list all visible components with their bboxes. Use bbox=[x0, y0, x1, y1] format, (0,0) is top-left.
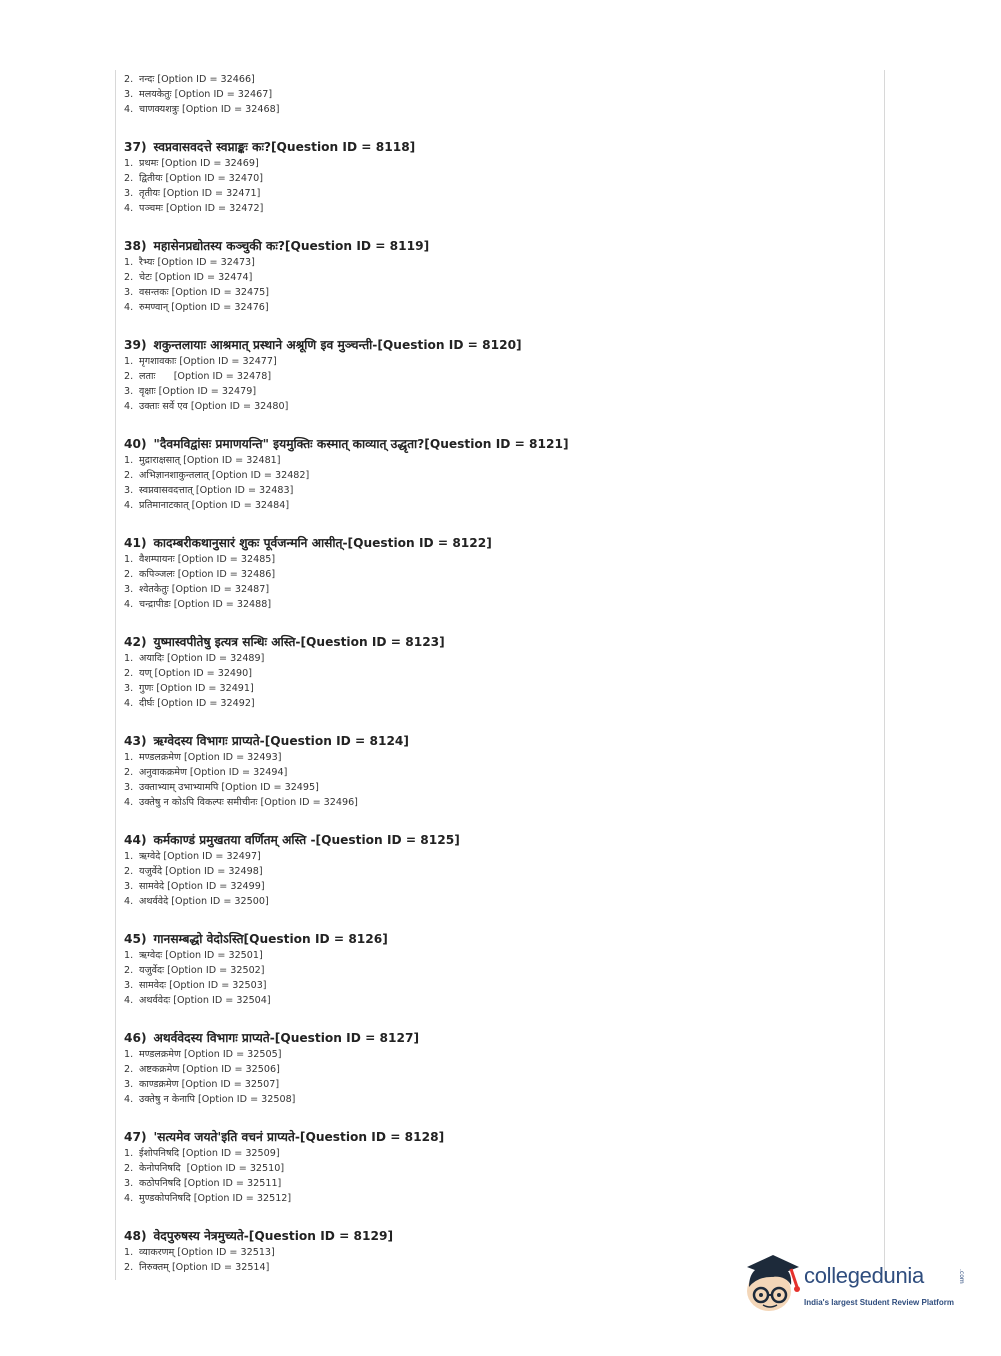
option: 4. रुमण्वान् [Option ID = 32476] bbox=[124, 302, 269, 313]
option: 3. वसन्तकः [Option ID = 32475] bbox=[124, 287, 270, 298]
logo-name: collegedunia bbox=[804, 1263, 924, 1288]
question-title: 42) युष्मास्वपीतेषु इत्यत्र सन्धिः अस्ति-[Question ID = 8123] bbox=[124, 635, 445, 649]
option: 4. उक्ताः सर्वे एव [Option ID = 32480] bbox=[124, 401, 289, 412]
mascot-icon bbox=[741, 1247, 803, 1317]
option: 2. यजुर्वेदः [Option ID = 32502] bbox=[124, 965, 265, 976]
option: 1. मुद्राराक्षसात् [Option ID = 32481] bbox=[124, 455, 281, 466]
question-41 bbox=[124, 535, 874, 612]
option: 3. सामवेदे [Option ID = 32499] bbox=[124, 881, 265, 892]
option: 4. अथर्ववेदः [Option ID = 32504] bbox=[124, 995, 271, 1006]
option: 3. मलयकेतुः [Option ID = 32467] bbox=[124, 89, 273, 100]
option: 4. प्रतिमानाटकात् [Option ID = 32484] bbox=[124, 500, 290, 511]
logo-suffix: .com bbox=[958, 1269, 965, 1284]
question-38 bbox=[124, 238, 874, 315]
option: 4. चन्द्रापीडः [Option ID = 32488] bbox=[124, 599, 272, 610]
question-47 bbox=[124, 1129, 874, 1206]
option: 1. ऋग्वेदः [Option ID = 32501] bbox=[124, 950, 263, 961]
option: 2. यण् [Option ID = 32490] bbox=[124, 668, 252, 679]
option: 4. दीर्घः [Option ID = 32492] bbox=[124, 698, 255, 709]
option: 4. चाणक्यशत्रुः [Option ID = 32468] bbox=[124, 104, 280, 115]
question-43 bbox=[124, 733, 874, 810]
option: 3. श्वेतकेतुः [Option ID = 32487] bbox=[124, 584, 270, 595]
question-title: 45) गानसम्बद्धो वेदोऽस्ति[Question ID = 8126] bbox=[124, 932, 388, 946]
option: 2. केनोपनिषदि [Option ID = 32510] bbox=[124, 1163, 285, 1174]
question-paper bbox=[124, 72, 874, 1275]
question-42 bbox=[124, 634, 874, 711]
option: 3. स्वप्नवासवदत्तात् [Option ID = 32483] bbox=[124, 485, 294, 496]
option: 3. कठोपनिषदि [Option ID = 32511] bbox=[124, 1178, 282, 1189]
option: 2. अभिज्ञानशाकुन्तलात् [Option ID = 32482] bbox=[124, 470, 310, 481]
option: 3. वृक्षाः [Option ID = 32479] bbox=[124, 386, 257, 397]
question-39 bbox=[124, 337, 874, 414]
collegedunia-logo[interactable] bbox=[741, 1247, 971, 1317]
question-40 bbox=[124, 436, 874, 513]
question-37 bbox=[124, 139, 874, 216]
option: 1. वैशम्पायनः [Option ID = 32485] bbox=[124, 554, 276, 565]
question-44 bbox=[124, 832, 874, 909]
question-title: 41) कादम्बरीकथानुसारं शुकः पूर्वजन्मनि आसीत्-[Question ID = 8122] bbox=[124, 536, 492, 550]
question-title: 48) वेदपुरुषस्य नेत्रमुच्यते-[Question ID = 8129] bbox=[124, 1229, 394, 1243]
option: 1. मृगशावकाः [Option ID = 32477] bbox=[124, 356, 277, 367]
option: 2. अनुवाकक्रमेण [Option ID = 32494] bbox=[124, 767, 288, 778]
question-title: 43) ऋग्वेदस्य विभागः प्राप्यते-[Question ID = 8124] bbox=[124, 734, 409, 748]
question-title: 47) 'सत्यमेव जयते'इति वचनं प्राप्यते-[Question ID = 8128] bbox=[124, 1130, 445, 1144]
page-border-right bbox=[884, 70, 885, 1280]
continued-options bbox=[124, 72, 874, 117]
question-title: 38) महासेनप्रद्योतस्य कञ्चुकी कः?[Question ID = 8119] bbox=[124, 239, 430, 253]
option: 2. द्वितीयः [Option ID = 32470] bbox=[124, 173, 263, 184]
option: 1. प्रथमः [Option ID = 32469] bbox=[124, 158, 259, 169]
option: 4. मुण्डकोपनिषदि [Option ID = 32512] bbox=[124, 1193, 292, 1204]
option: 4. अथर्ववेदे [Option ID = 32500] bbox=[124, 896, 269, 907]
option: 4. पञ्चमः [Option ID = 32472] bbox=[124, 203, 264, 214]
question-title: 39) शकुन्तलायाः आश्रमात् प्रस्थाने अश्रूणि इव मुञ्चन्ती-[Question ID = 8120] bbox=[124, 338, 522, 352]
option: 1. मण्डलक्रमेण [Option ID = 32493] bbox=[124, 752, 282, 763]
option: 1. ऋग्वेदे [Option ID = 32497] bbox=[124, 851, 261, 862]
option: 3. तृतीयः [Option ID = 32471] bbox=[124, 188, 261, 199]
question-title: 44) कर्मकाण्डं प्रमुखतया वर्णितम् अस्ति -[Question ID = 8125] bbox=[124, 833, 460, 847]
option: 4. उक्तेषु न केनापि [Option ID = 32508] bbox=[124, 1094, 296, 1105]
option: 1. अयादिः [Option ID = 32489] bbox=[124, 653, 265, 664]
option: 3. सामवेदः [Option ID = 32503] bbox=[124, 980, 267, 991]
option: 1. व्याकरणम् [Option ID = 32513] bbox=[124, 1247, 275, 1258]
option: 2. कपिञ्जलः [Option ID = 32486] bbox=[124, 569, 276, 580]
option: 3. उक्ताभ्याम् उभाभ्यामपि [Option ID = 32495] bbox=[124, 782, 319, 793]
option: 3. काण्डक्रमेण [Option ID = 32507] bbox=[124, 1079, 280, 1090]
option: 4. उक्तेषु न कोऽपि विकल्पः समीचीनः [Option ID = 32496] bbox=[124, 797, 358, 808]
page-border-left bbox=[115, 70, 116, 1280]
option: 2. निरुक्तम् [Option ID = 32514] bbox=[124, 1262, 270, 1273]
question-title: 37) स्वप्नवासवदत्ते स्वप्नाङ्कः कः?[Question ID = 8118] bbox=[124, 140, 416, 154]
option: 2. नन्दः [Option ID = 32466] bbox=[124, 74, 255, 85]
option: 2. अष्टकक्रमेण [Option ID = 32506] bbox=[124, 1064, 280, 1075]
logo-tagline: India's largest Student Review Platform bbox=[804, 1298, 954, 1307]
option: 1. रैभ्यः [Option ID = 32473] bbox=[124, 257, 255, 268]
question-title: 46) अथर्ववेदस्य विभागः प्राप्यते-[Question ID = 8127] bbox=[124, 1031, 420, 1045]
option: 1. ईशोपनिषदि [Option ID = 32509] bbox=[124, 1148, 280, 1159]
option: 2. चेटः [Option ID = 32474] bbox=[124, 272, 253, 283]
option: 2. लताः [Option ID = 32478] bbox=[124, 371, 272, 382]
option: 3. गुणः [Option ID = 32491] bbox=[124, 683, 254, 694]
question-46 bbox=[124, 1030, 874, 1107]
question-title: 40) "दैवमविद्वांसः प्रमाणयन्ति" इयमुक्तिः कस्मात् काव्यात् उद्धृता?[Question ID = 8121] bbox=[124, 437, 569, 451]
option: 2. यजुर्वेदे [Option ID = 32498] bbox=[124, 866, 263, 877]
option: 1. मण्डलक्रमेण [Option ID = 32505] bbox=[124, 1049, 282, 1060]
question-45 bbox=[124, 931, 874, 1008]
